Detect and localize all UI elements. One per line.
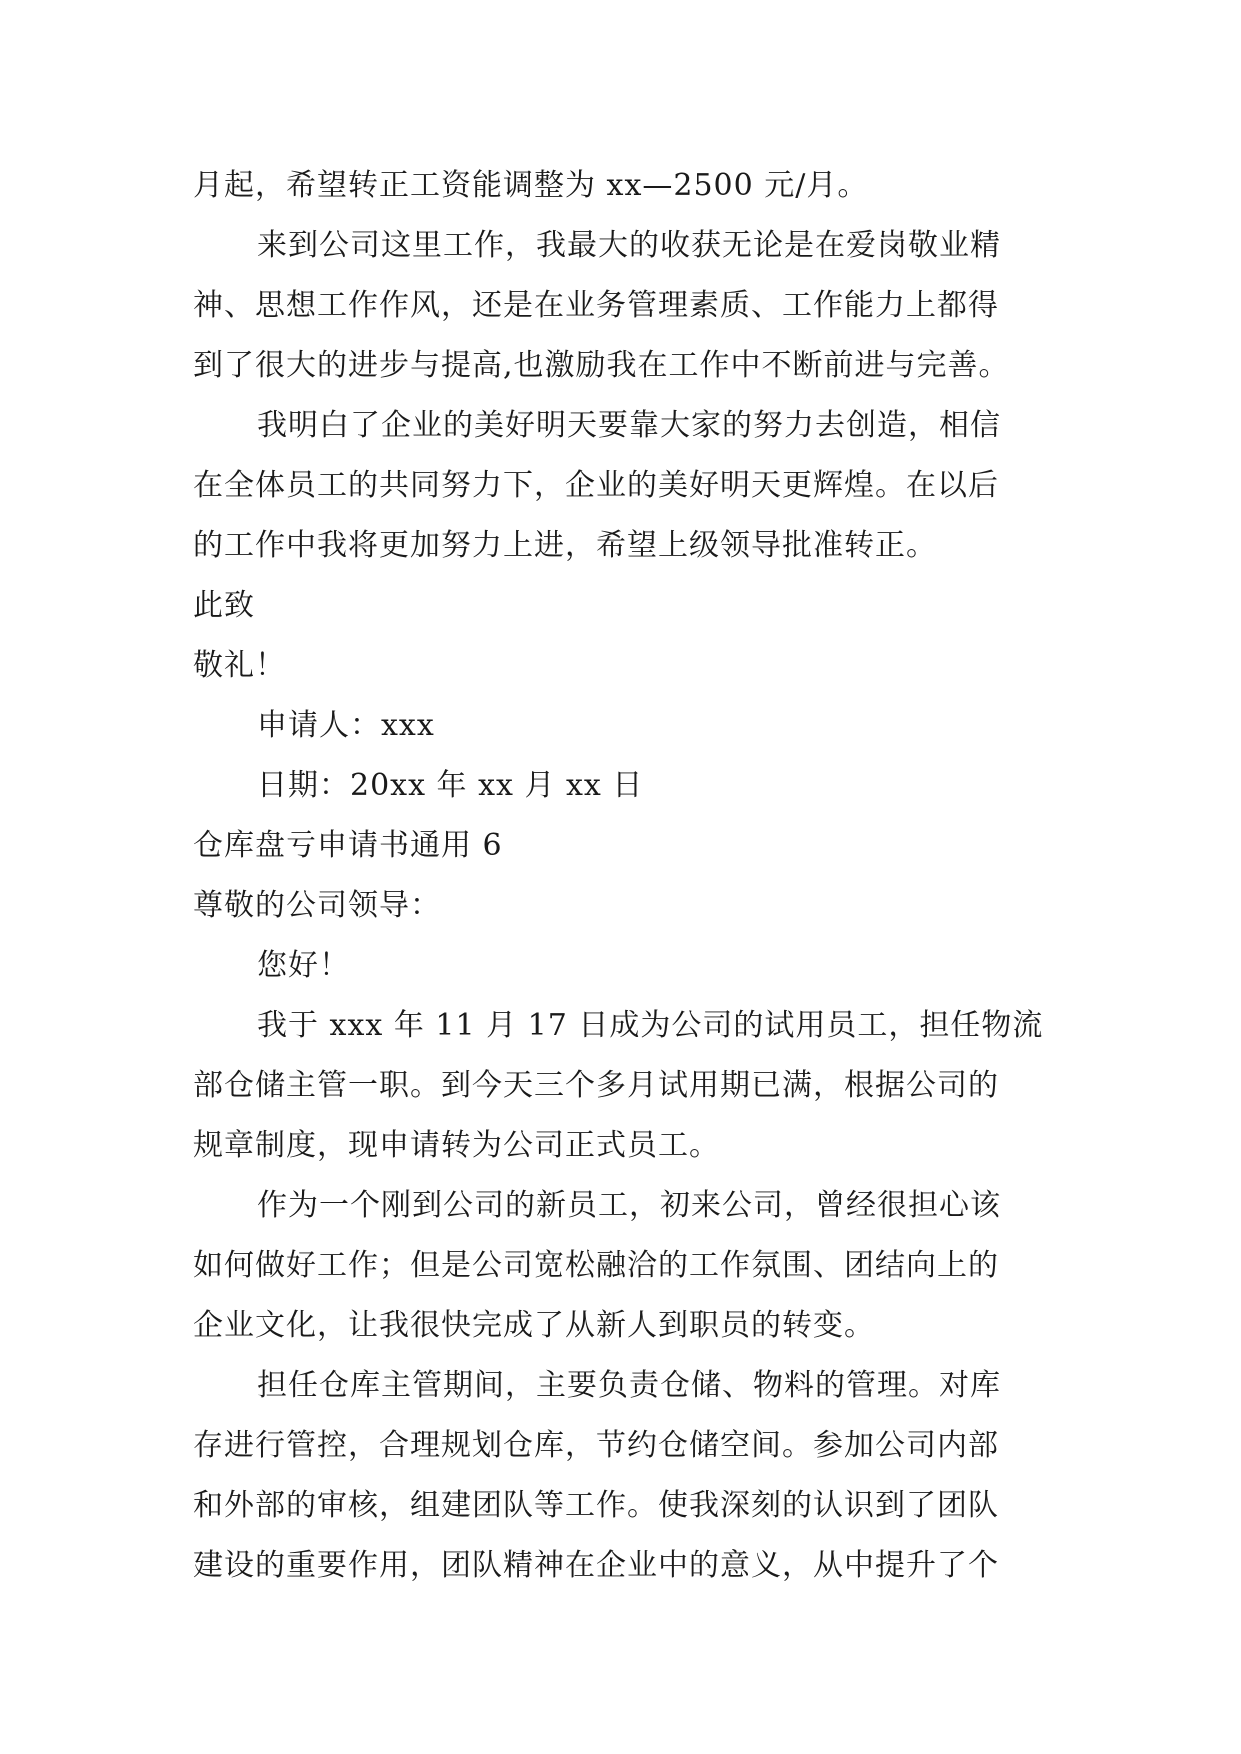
text-line: 月起，希望转正工资能调整为 xx—2500 元/月。: [193, 168, 869, 203]
text-line: 规章制度，现申请转为公司正式员工。: [193, 1128, 720, 1163]
text-line: 企业文化，让我很快完成了从新人到职员的转变。: [193, 1308, 875, 1343]
text-line: 建设的重要作用，团队精神在企业中的意义，从中提升了个: [193, 1548, 999, 1583]
text-line: 如何做好工作；但是公司宽松融洽的工作氛围、团结向上的: [193, 1248, 999, 1283]
greeting-recipient: 尊敬的公司领导：: [193, 888, 441, 923]
text-line: 到了很大的进步与提高,也激励我在工作中不断前进与完善。: [193, 348, 1010, 383]
paragraph-start-line: 担任仓库主管期间，主要负责仓储、物料的管理。对库: [257, 1368, 1001, 1403]
closing-line: 此致: [193, 588, 255, 623]
paragraph-start-line: 来到公司这里工作，我最大的收获无论是在爱岗敬业精: [257, 228, 1001, 263]
text-line: 神、思想工作作风，还是在业务管理素质、工作能力上都得: [193, 288, 999, 323]
greeting-line: 您好！: [257, 948, 350, 983]
paragraph-start-line: 我明白了企业的美好明天要靠大家的努力去创造，相信: [257, 408, 1001, 443]
text-line: 的工作中我将更加努力上进，希望上级领导批准转正。: [193, 528, 937, 563]
salutation-line: 敬礼！: [193, 648, 286, 683]
text-line: 在全体员工的共同努力下，企业的美好明天更辉煌。在以后: [193, 468, 999, 503]
paragraph-start-line: 作为一个刚到公司的新员工，初来公司，曾经很担心该: [257, 1188, 1001, 1223]
text-line: 部仓储主管一职。到今天三个多月试用期已满，根据公司的: [193, 1068, 999, 1103]
section-title: 仓库盘亏申请书通用 6: [193, 828, 503, 863]
text-line: 存进行管控，合理规划仓库，节约仓储空间。参加公司内部: [193, 1428, 999, 1463]
text-line: 和外部的审核，组建团队等工作。使我深刻的认识到了团队: [193, 1488, 999, 1523]
applicant-line: 申请人：xxx: [257, 708, 435, 743]
date-line: 日期：20xx 年 xx 月 xx 日: [257, 768, 644, 803]
paragraph-start-line: 我于 xxx 年 11 月 17 日成为公司的试用员工，担任物流: [257, 1008, 1044, 1043]
